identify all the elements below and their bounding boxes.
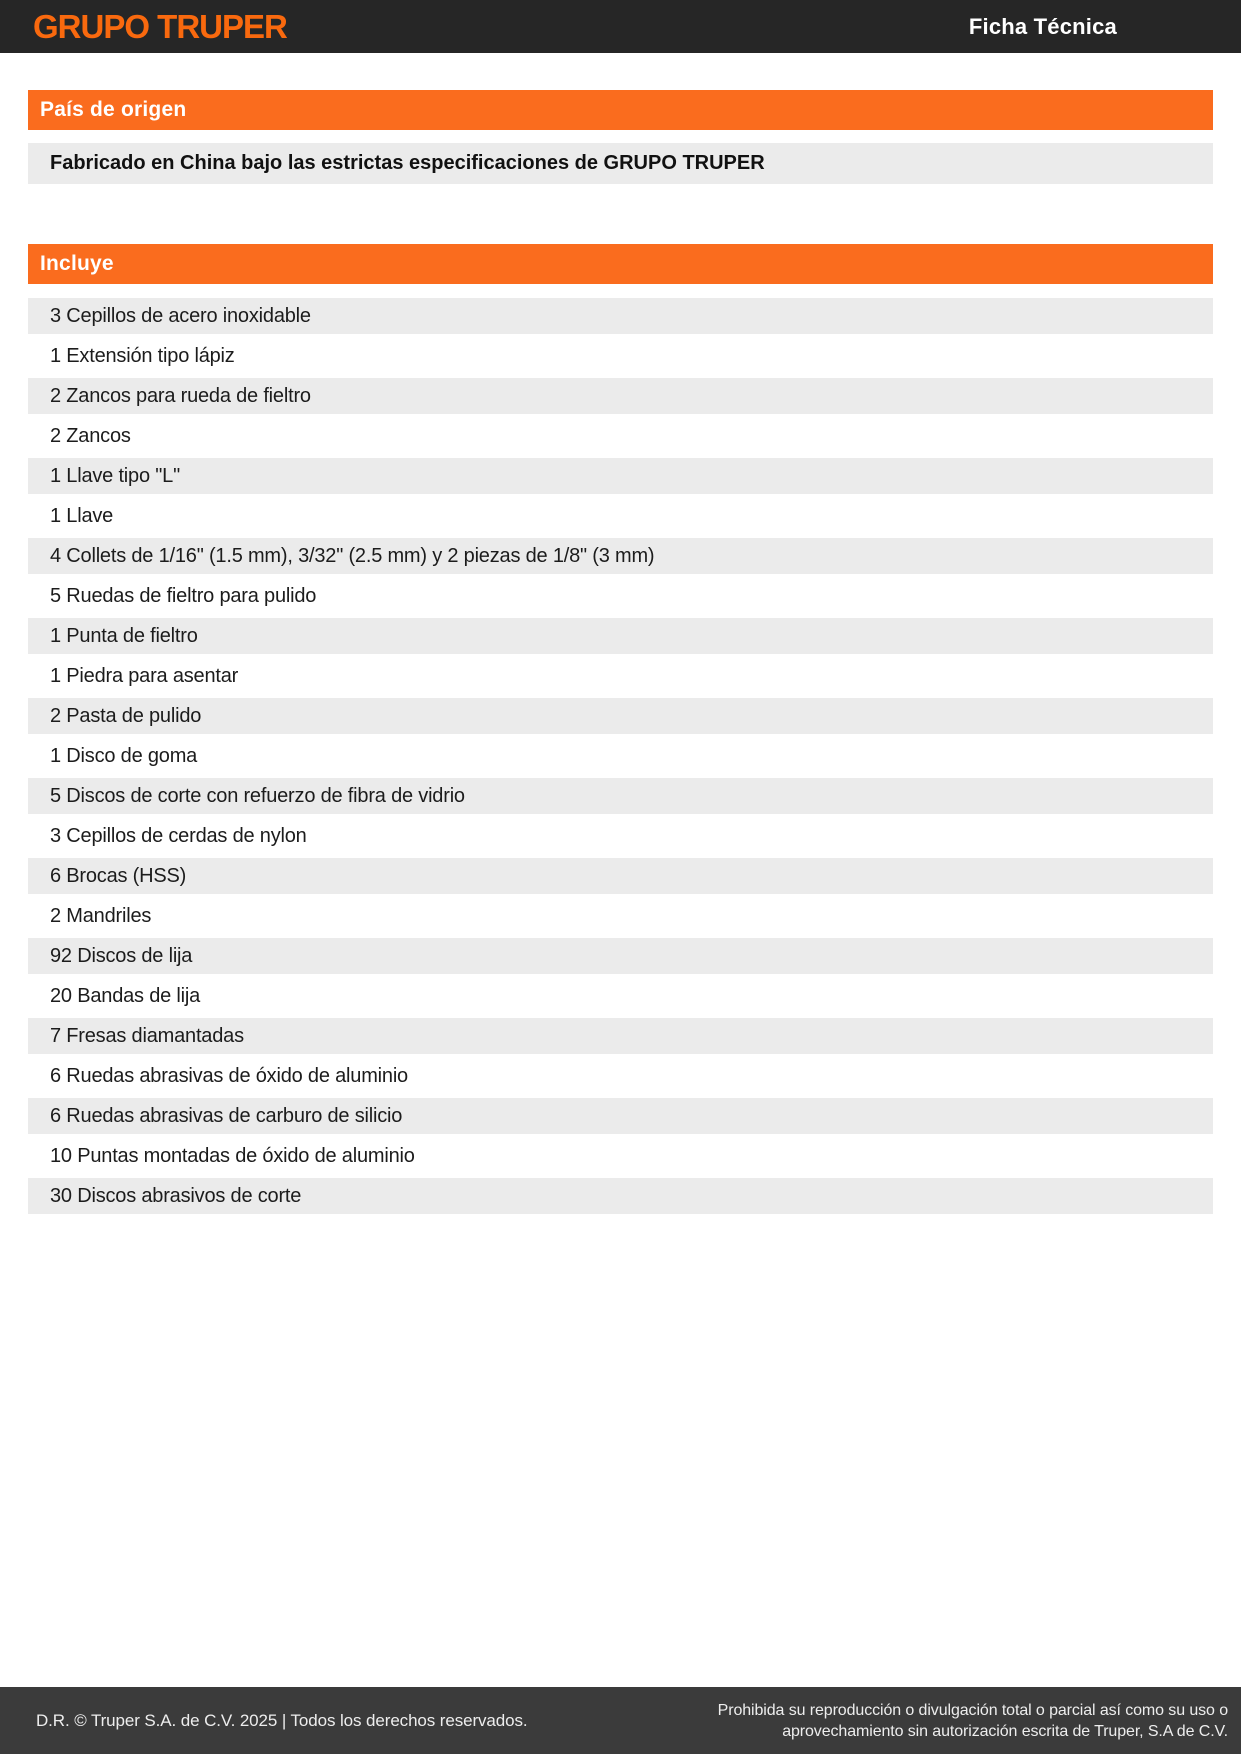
list-item-text: 2 Zancos para rueda de fieltro bbox=[50, 384, 311, 407]
list-item-text: 5 Ruedas de fieltro para pulido bbox=[50, 584, 317, 607]
list-item bbox=[28, 298, 1213, 334]
list-item bbox=[28, 938, 1213, 974]
list-item bbox=[28, 618, 1213, 654]
list-item bbox=[28, 1058, 1213, 1094]
list-item-text: 30 Discos abrasivos de corte bbox=[50, 1184, 302, 1207]
origin-statement-row bbox=[28, 143, 1213, 184]
grupo-truper-logo: GRUPO TRUPER bbox=[33, 7, 287, 45]
document-title: Ficha Técnica bbox=[968, 13, 1117, 39]
list-item-text: 1 Disco de goma bbox=[50, 744, 198, 767]
list-item bbox=[28, 378, 1213, 414]
list-item bbox=[28, 458, 1213, 494]
list-item-text: 92 Discos de lija bbox=[50, 944, 193, 967]
list-item bbox=[28, 898, 1213, 934]
includes-list bbox=[28, 298, 1213, 1214]
list-item-text: 1 Piedra para asentar bbox=[50, 664, 239, 687]
list-item-text: 2 Mandriles bbox=[50, 904, 152, 927]
list-item-text: 1 Llave bbox=[50, 504, 114, 527]
legal-notice bbox=[718, 1700, 1228, 1742]
list-item bbox=[28, 738, 1213, 774]
legal-notice-line1: Prohibida su reproducción o divulgación total o parcial así como su uso o bbox=[717, 1701, 1228, 1719]
list-item-text: 1 Punta de fieltro bbox=[50, 624, 198, 647]
section-title: País de origen bbox=[40, 98, 187, 121]
list-item bbox=[28, 858, 1213, 894]
list-item bbox=[28, 818, 1213, 854]
list-item bbox=[28, 338, 1213, 374]
list-item-text: 6 Brocas (HSS) bbox=[50, 864, 187, 887]
legal-notice-line2: aprovechamiento sin autorización escrita de Truper, S.A de C.V. bbox=[782, 1722, 1228, 1740]
list-item-text: 1 Llave tipo "L" bbox=[50, 464, 180, 487]
copyright-text: D.R. © Truper S.A. de C.V. 2025 | Todos los derechos reservados. bbox=[36, 1710, 528, 1730]
list-item-text: 4 Collets de 1/16" (1.5 mm), 3/32" (2.5 mm) y 2 piezas de 1/8" (3 mm) bbox=[50, 544, 655, 567]
list-item bbox=[28, 418, 1213, 454]
list-item bbox=[28, 1098, 1213, 1134]
list-item bbox=[28, 1138, 1213, 1174]
list-item bbox=[28, 658, 1213, 694]
list-item-text: 2 Zancos bbox=[50, 424, 131, 447]
list-item-text: 3 Cepillos de cerdas de nylon bbox=[50, 824, 307, 847]
list-item-text: 6 Ruedas abrasivas de óxido de aluminio bbox=[50, 1064, 408, 1087]
list-item-text: 20 Bandas de lija bbox=[50, 984, 201, 1007]
list-item-text: 1 Extensión tipo lápiz bbox=[50, 344, 235, 367]
list-item bbox=[28, 978, 1213, 1014]
list-item bbox=[28, 1018, 1213, 1054]
list-item-text: 3 Cepillos de acero inoxidable bbox=[50, 304, 311, 327]
list-item-text: 2 Pasta de pulido bbox=[50, 704, 202, 727]
list-item bbox=[28, 578, 1213, 614]
page-content bbox=[28, 53, 1213, 1218]
list-item-text: 6 Ruedas abrasivas de carburo de silicio bbox=[50, 1104, 403, 1127]
list-item-text: 10 Puntas montadas de óxido de aluminio bbox=[50, 1144, 415, 1167]
section-title: Incluye bbox=[40, 252, 114, 275]
list-item bbox=[28, 698, 1213, 734]
section-header-pais-de-origen bbox=[28, 90, 1213, 130]
origin-statement: Fabricado en China bajo las estrictas especificaciones de GRUPO TRUPER bbox=[50, 152, 765, 174]
list-item-text: 5 Discos de corte con refuerzo de fibra de vidrio bbox=[50, 784, 465, 807]
header-bar bbox=[0, 0, 1241, 53]
list-item-text: 7 Fresas diamantadas bbox=[50, 1024, 244, 1047]
footer-bar bbox=[0, 1687, 1241, 1754]
list-item bbox=[28, 498, 1213, 534]
list-item bbox=[28, 778, 1213, 814]
list-item bbox=[28, 1178, 1213, 1214]
list-item bbox=[28, 538, 1213, 574]
section-header-incluye bbox=[28, 244, 1213, 284]
